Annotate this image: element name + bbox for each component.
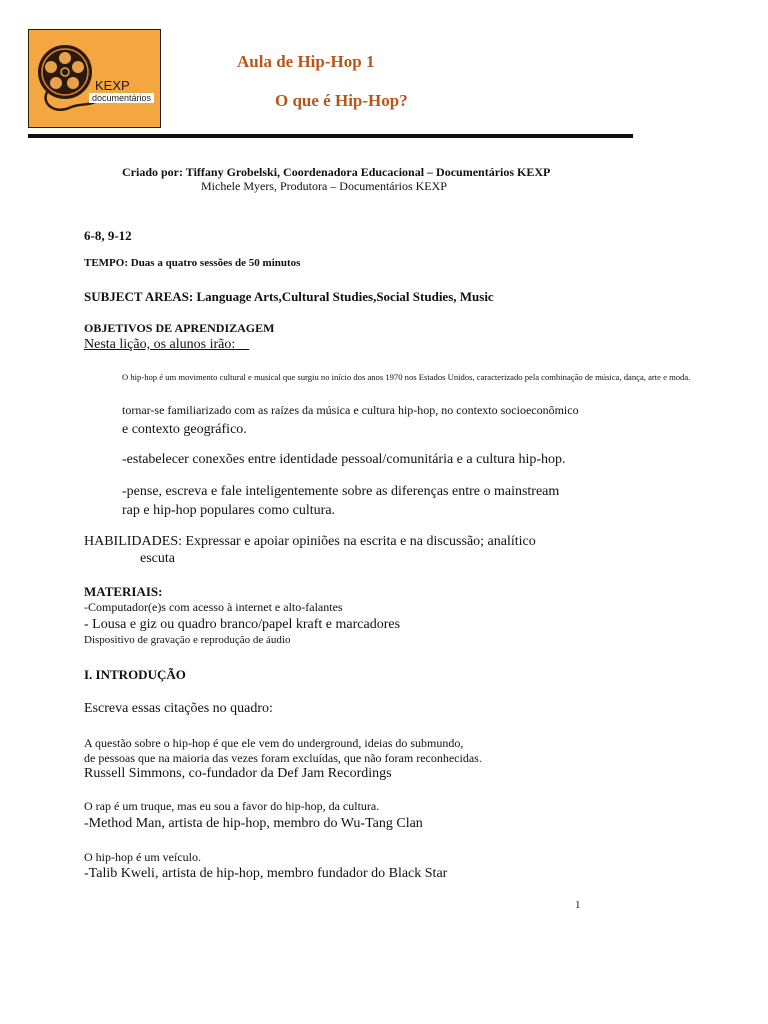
quote-text: O rap é um truque, mas eu sou a favor do hip-hop, da cultura. <box>84 799 380 813</box>
skills-line-1: HABILIDADES: Expressar e apoiar opiniões na escrita e na discussão; analítico <box>84 534 536 549</box>
logo-brand: KEXP <box>95 78 130 93</box>
grade-levels: 6-8, 9-12 <box>84 228 132 243</box>
objective-item: O hip-hop é um movimento cultural e musical que surgiu no início dos anos 1970 nos Estados Unidos, caracterizado pela combinação de música, dança, arte e moda. <box>122 372 691 382</box>
film-reel-icon <box>35 42 97 116</box>
quote-author: -Talib Kweli, artista de hip-hop, membro fundador do Black Star <box>84 866 448 881</box>
objective-item: -estabelecer conexões entre identidade pessoal/comunitária e a cultura hip-hop. <box>122 452 566 467</box>
material-item: -Computador(e)s com acesso à internet e alto-falantes <box>84 600 343 614</box>
tempo-label: TEMPO: <box>84 257 128 269</box>
objective-item-continuation: e contexto geográfico. <box>122 422 247 437</box>
material-item: Dispositivo de gravação e reprodução de áudio <box>84 634 291 646</box>
quote-text: de pessoas que na maioria das vezes foram excluídas, que não foram reconhecidas. <box>84 751 482 765</box>
section-heading: I. INTRODUÇÃO <box>84 667 186 682</box>
objective-item: -pense, escreva e fale inteligentemente sobre as diferenças entre o mainstream <box>122 484 560 499</box>
header-divider <box>28 134 633 138</box>
tempo-value: Duas a quatro sessões de 50 minutos <box>130 257 301 269</box>
quote-text: O hip-hop é um veículo. <box>84 850 201 864</box>
credit-line-2: Michele Myers, Produtora – Documentários KEXP <box>201 179 447 193</box>
objectives-heading: OBJETIVOS DE APRENDIZAGEM <box>84 321 275 335</box>
logo-tagline: documentários <box>89 93 154 103</box>
lesson-subtitle: O que é Hip-Hop? <box>275 91 408 110</box>
objective-item-continuation: rap e hip-hop populares como cultura. <box>122 503 336 518</box>
materials-heading: MATERIAIS: <box>84 584 163 599</box>
quote-text: A questão sobre o hip-hop é que ele vem do underground, ideias do submundo, <box>84 736 464 750</box>
quote-author: -Method Man, artista de hip-hop, membro do Wu-Tang Clan <box>84 816 423 831</box>
lesson-title: Aula de Hip-Hop 1 <box>237 52 375 71</box>
kexp-logo <box>28 29 161 128</box>
page-number: 1 <box>575 899 581 911</box>
skills-line-2: escuta <box>140 551 175 566</box>
objectives-intro: Nesta lição, os alunos irão: <box>84 337 236 352</box>
objective-item: tornar-se familiarizado com as raízes da música e cultura hip-hop, no contexto socioeconômico <box>122 403 579 417</box>
tempo-line <box>84 257 300 269</box>
quote-author: Russell Simmons, co-fundador da Def Jam Recordings <box>84 766 392 781</box>
subject-areas: SUBJECT AREAS: Language Arts,Cultural Studies,Social Studies, Music <box>84 289 494 304</box>
credit-line-1: Criado por: Tiffany Grobelski, Coordenadora Educacional – Documentários KEXP <box>122 165 551 179</box>
section-instruction: Escreva essas citações no quadro: <box>84 701 273 716</box>
material-item: - Lousa e giz ou quadro branco/papel kraft e marcadores <box>84 617 401 632</box>
